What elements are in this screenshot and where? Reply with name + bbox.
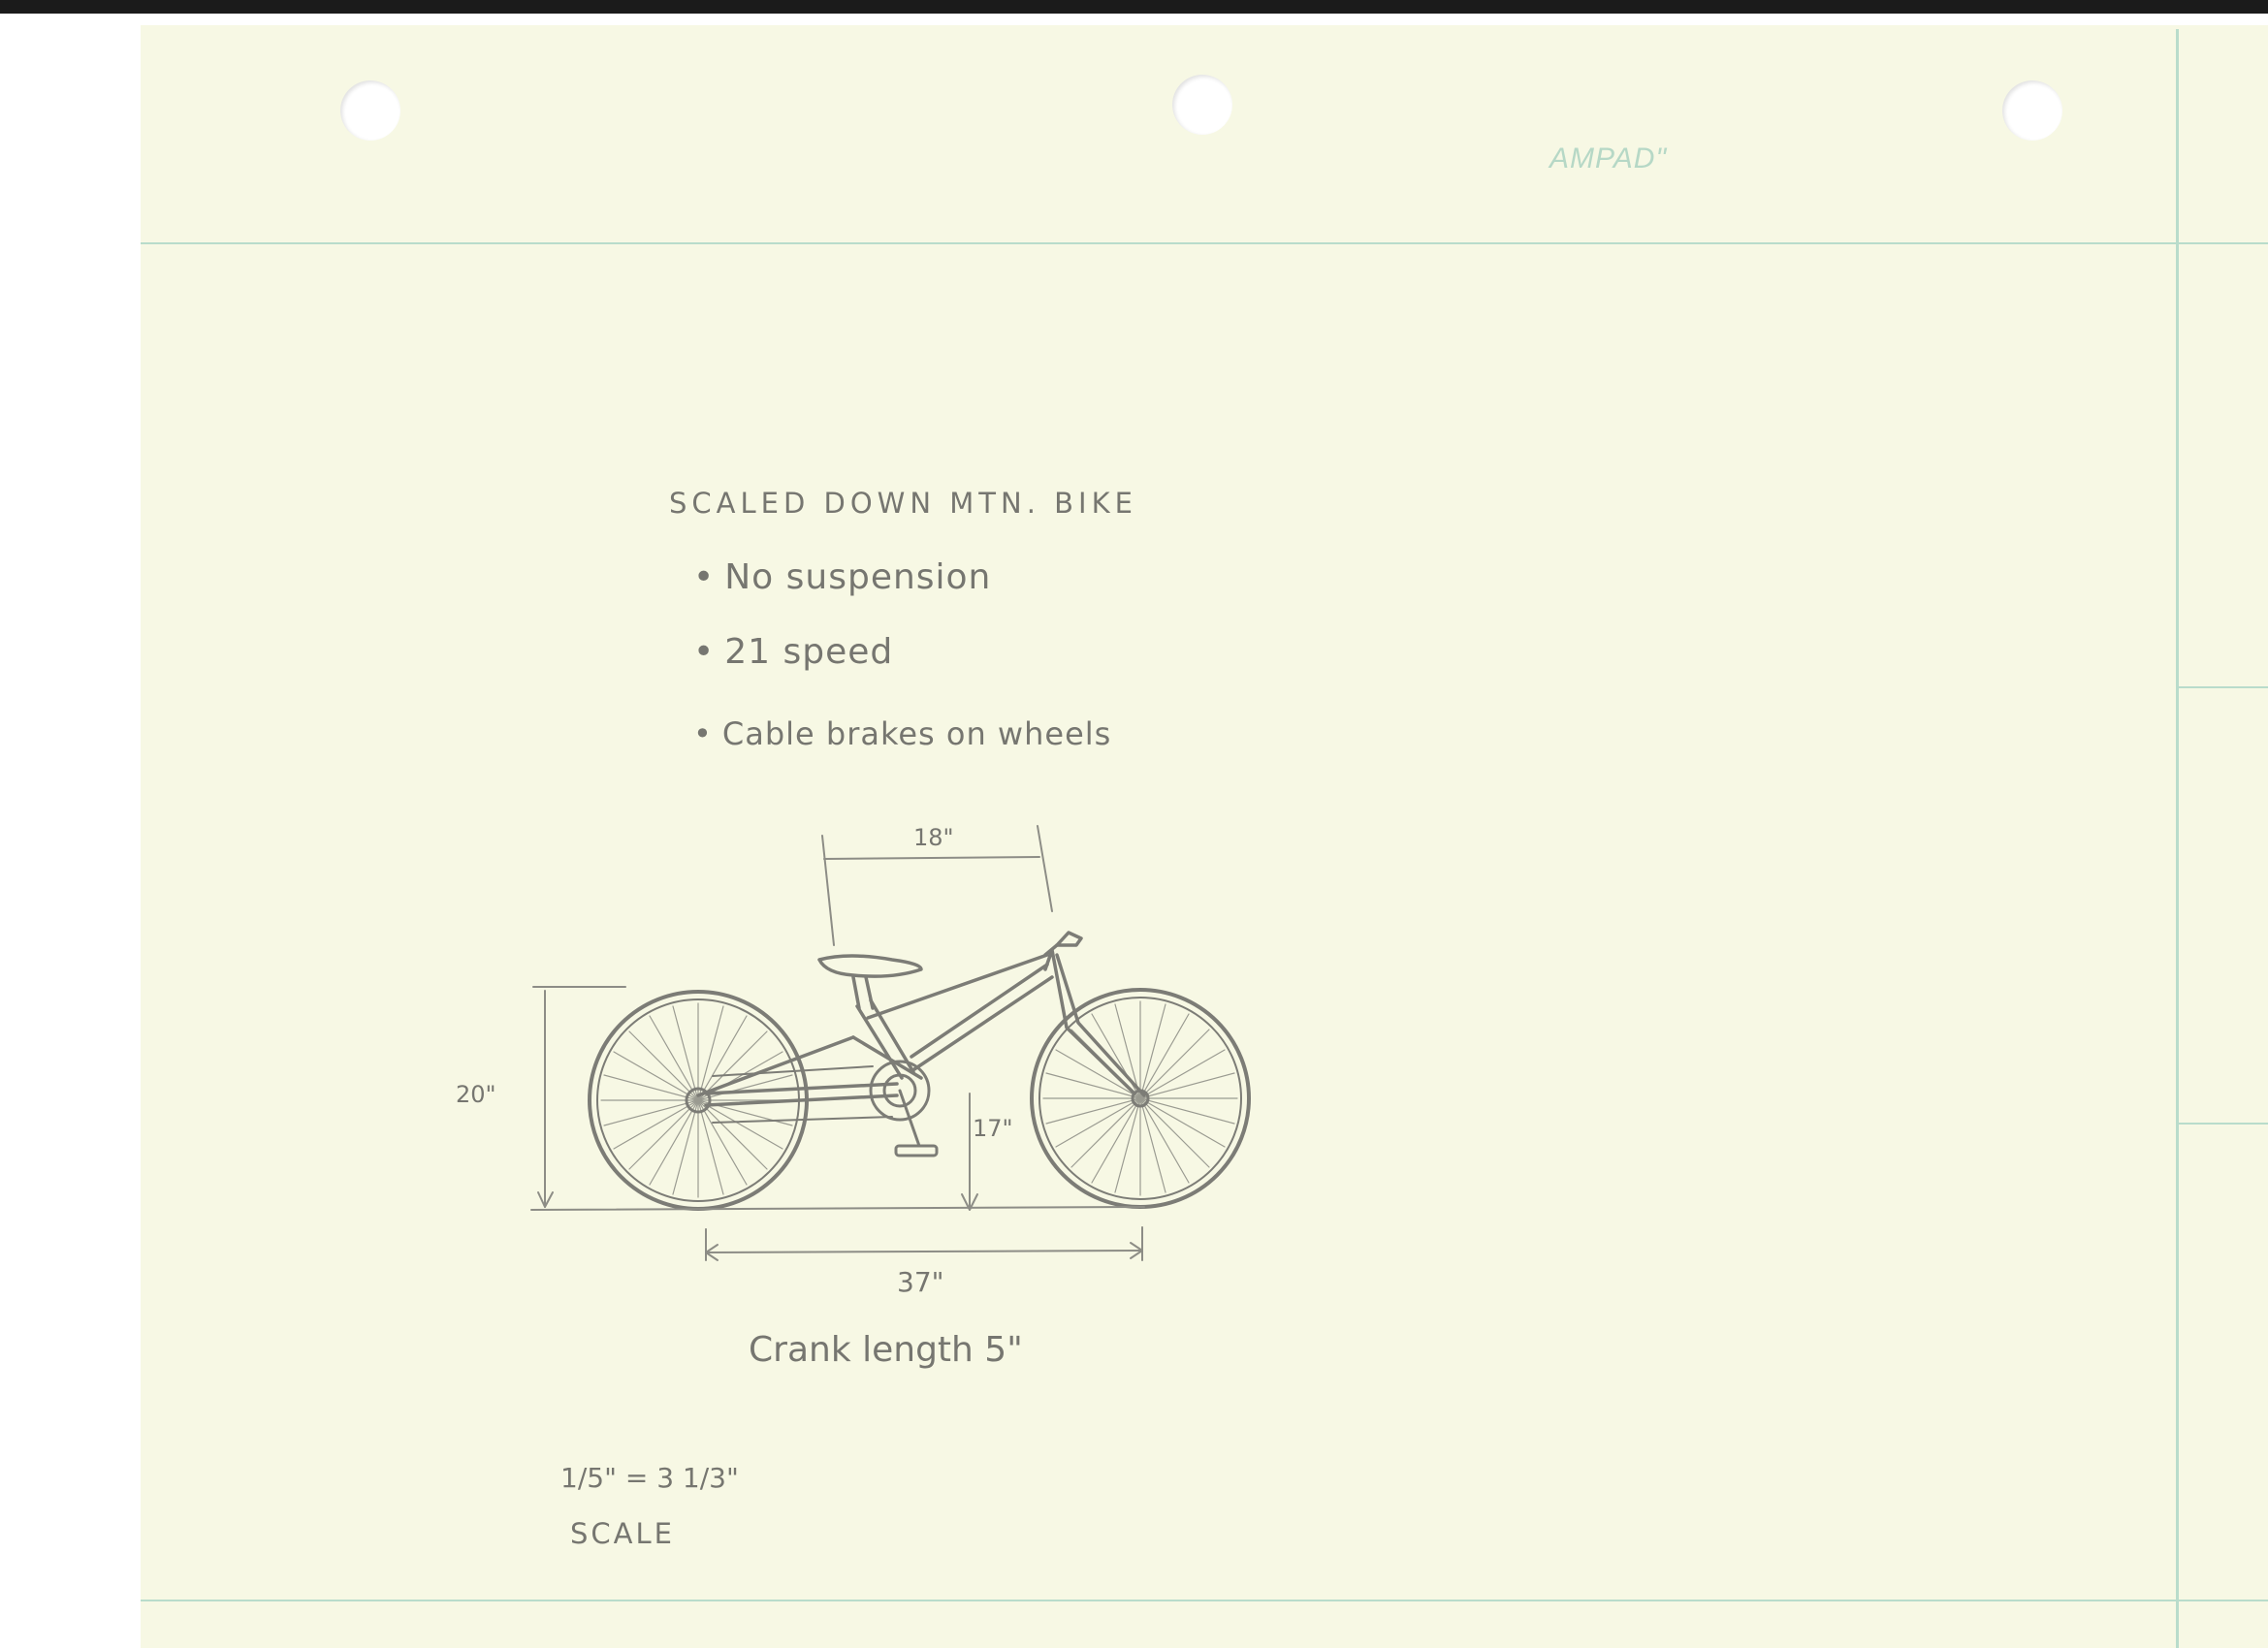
bullet-dot: • [693,557,716,597]
dimension-seat-height: 17" [973,1115,1013,1142]
saddle [819,956,921,1008]
dimension-top-length: 18" [913,824,954,851]
feature-text: 21 speed [724,632,894,672]
dimension-wheelbase: 37" [897,1266,944,1298]
feature-text: No suspension [724,557,992,597]
dimension-height: 20" [456,1081,496,1108]
scale-label: SCALE [570,1517,675,1550]
sketch-title: SCALED DOWN MTN. BIKE [669,487,1137,520]
ampad-logo: AMPAD" [1549,143,1668,174]
scale-ratio: 1/5" = 3 1/3" [560,1462,739,1494]
handlebar [1045,933,1081,955]
bullet-dot: • [693,632,716,672]
feature-text: Cable brakes on wheels [721,715,1112,752]
bullet-dot: • [693,715,713,752]
crank-length-note: Crank length 5" [749,1330,1023,1370]
